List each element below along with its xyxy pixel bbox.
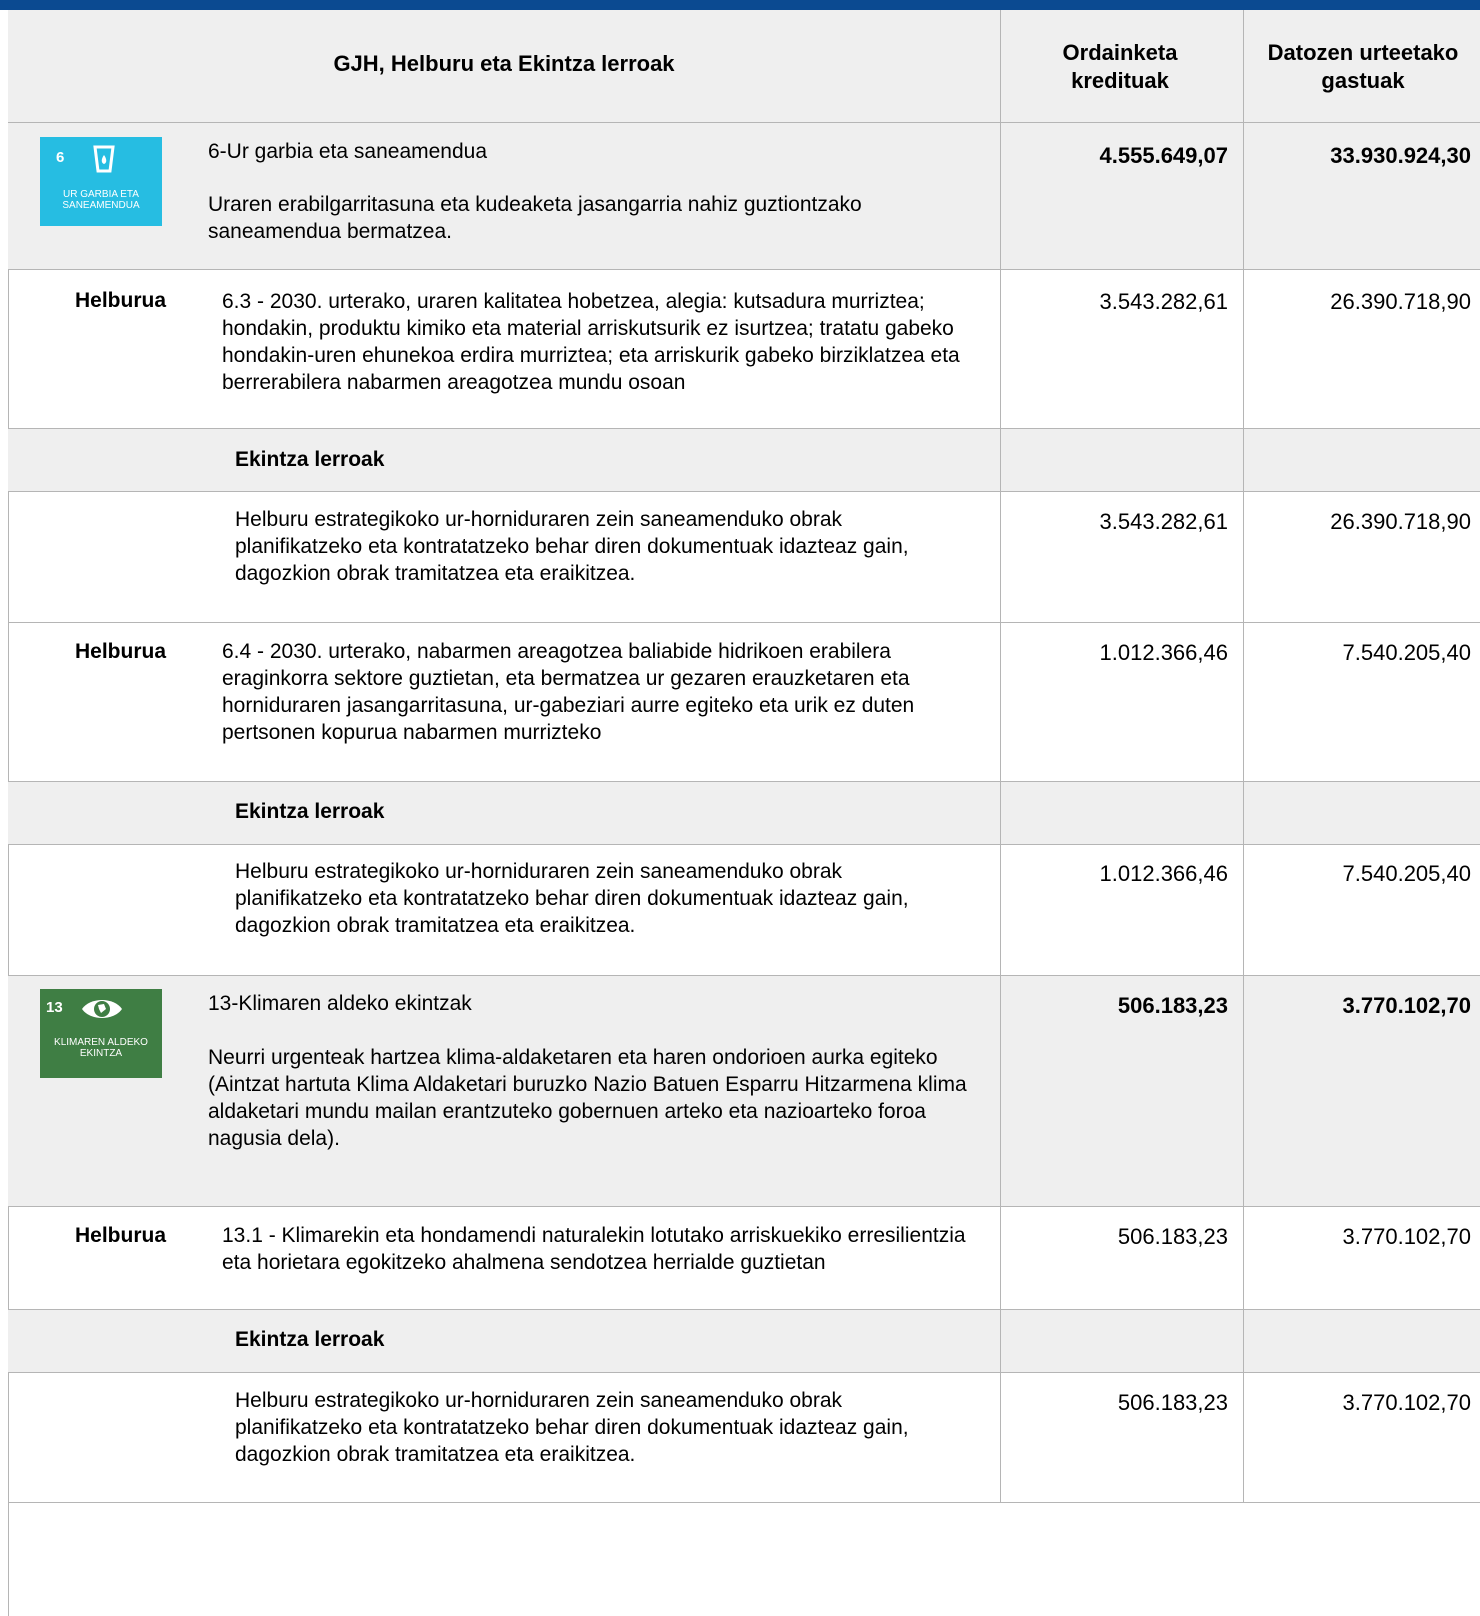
target-6-3-credits: 3.543.282,61 [1099,289,1228,314]
sdg-badge-caption: KLIMAREN ALDEKO EKINTZA [54,1037,148,1059]
target-6-4-future: 7.540.205,40 [1342,640,1471,665]
actions-2-text: Helburu estrategikoko ur-horniduraren zein saneamenduko obrak planifikatzeko eta kontratatzeko behar diren dokumentuak idazteaz gain, dagozkion obrak tramitatzea eta eraikitzea. [235,860,909,937]
actions-2-future: 7.540.205,40 [1342,861,1471,886]
goal-6-description: Uraren erabilgarritasuna eta kudeaketa jasangarria nahiz guztiontzako saneamendua bermatzea. [208,193,862,243]
target-6-4-credits: 1.012.366,46 [1099,640,1228,665]
target-label: Helburua [75,640,167,663]
actions-label: Ekintza lerroak [235,1328,385,1351]
goal-6-future: 33.930.924,30 [1330,143,1471,168]
actions-1-future: 26.390.718,90 [1330,509,1471,534]
sdg-13-badge [40,989,162,1078]
goal-6-title: 6-Ur garbia eta saneamendua [208,140,488,163]
goal-13-description: Neurri urgenteak hartzea klima-aldaketaren eta haren ondorioen aurka egiteko (Aintzat hartuta Klima Aldaketari buruzko Nazio Batuen Esparru Hitzarmena klima aldaketari mundu mailan erantzuteko gobernuen arteko eta nazioarteko foroa nagusia dela). [208,1046,967,1150]
sdg-badge-number: 13 [46,999,63,1016]
goal-13-title: 13-Klimaren aldeko ekintzak [208,992,472,1015]
header-future-expenses: Datozen urteetako gastuak [1267,40,1459,93]
header-goals-targets-actions: GJH, Helburu eta Ekintza lerroak [333,51,675,76]
actions-header-row-2 [8,782,1480,845]
target-13-1-future: 3.770.102,70 [1342,1224,1471,1249]
target-6-3-future: 26.390.718,90 [1330,289,1471,314]
target-label: Helburua [75,1224,167,1247]
goal-13-future: 3.770.102,70 [1342,993,1471,1018]
goal-6-credits: 4.555.649,07 [1099,143,1228,168]
actions-3-text: Helburu estrategikoko ur-horniduraren zein saneamenduko obrak planifikatzeko eta kontratatzeko behar diren dokumentuak idazteaz gain, dagozkion obrak tramitatzea eta eraikitzea. [235,1389,909,1466]
actions-1-credits: 3.543.282,61 [1099,509,1228,534]
actions-label: Ekintza lerroak [235,800,385,823]
actions-3-credits: 506.183,23 [1117,1390,1228,1415]
goal-13-credits: 506.183,23 [1117,993,1228,1018]
sdg-6-badge [40,137,162,226]
target-label: Helburua [75,289,167,312]
target-6-4-text: 6.4 - 2030. urterako, nabarmen areagotzea baliabide hidrikoen erabilera eraginkorra sektore guztietan, eta bermatzea ur gezaren erauzketaren eta horniduraren jasangarritasuna, ur-gabeziari aurre egiteko eta urik ez duten pertsonen kopurua nabarmen murrizteko [222,640,915,744]
target-6-3-text: 6.3 - 2030. urterako, uraren kalitatea hobetzea, alegia: kutsadura murriztea; hondakin, produktu kimiko eta material arriskutsurik ez isurtzea; tratatu gabeko hondakin-uren ehunekoa erdira murriztea; eta arriskurik gabeko birziklatzea eta berrerabilera nabarmen areagotzea mundu osoan [222,290,960,394]
actions-1-text: Helburu estrategikoko ur-horniduraren zein saneamenduko obrak planifikatzeko eta kontratatzeko behar diren dokumentuak idazteaz gain, dagozkion obrak tramitatzea eta eraikitzea. [235,508,909,585]
sdg-badge-caption: UR GARBIA ETA SANEAMENDUA [62,189,140,211]
actions-2-credits: 1.012.366,46 [1099,861,1228,886]
actions-3-future: 3.770.102,70 [1342,1390,1471,1415]
target-13-1-credits: 506.183,23 [1117,1224,1228,1249]
top-bar [0,0,1480,10]
eye-globe-icon [80,995,124,1023]
actions-label: Ekintza lerroak [235,448,385,471]
water-glass-icon [93,145,115,173]
actions-header-row-1 [8,429,1480,492]
column-divider [1000,10,1001,1503]
column-divider [1243,10,1244,1503]
actions-header-row-3 [8,1310,1480,1373]
sdg-badge-number: 6 [56,149,65,166]
target-13-1-text: 13.1 - Klimarekin eta hondamendi naturalekin lotutako arriskuekiko erresilientzia eta horietara egokitzeko ahalmena sendotzea herrialde guztietan [222,1224,966,1274]
header-payment-credits: Ordainketa kredituak [1062,40,1178,93]
